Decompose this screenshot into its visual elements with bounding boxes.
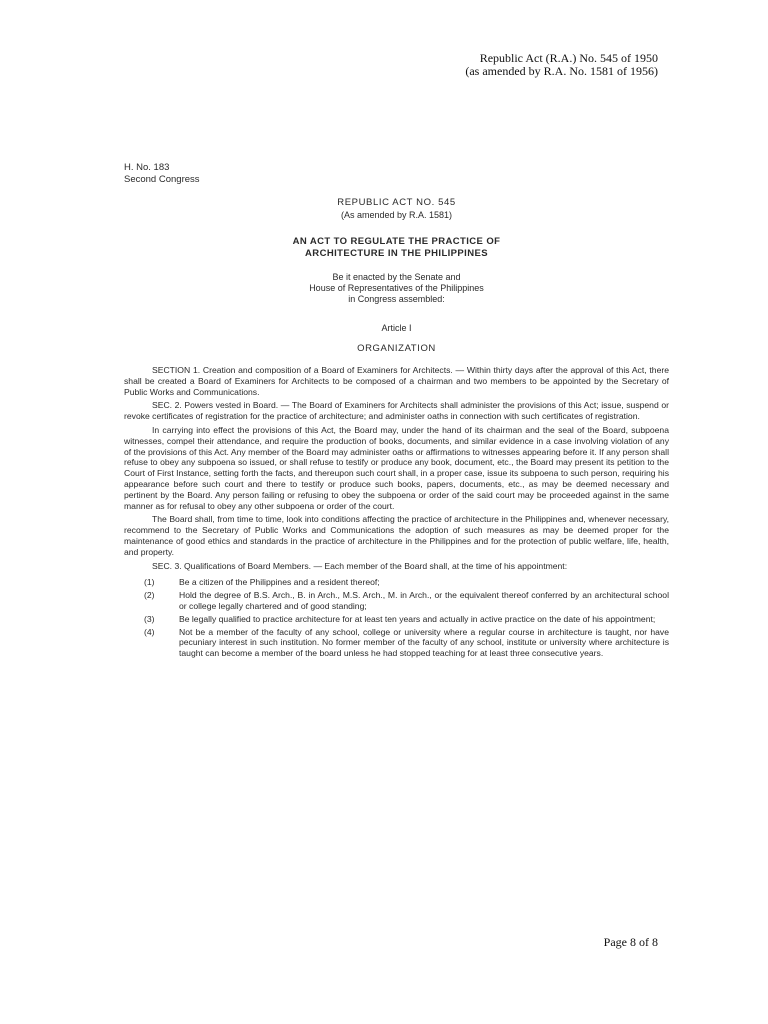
header-reference: [465, 52, 658, 78]
list-item-text: Be a citizen of the Philippines and a resident thereof;: [179, 577, 380, 588]
act-title: [124, 236, 669, 260]
act-title-line-1: AN ACT TO REGULATE THE PRACTICE OF: [292, 236, 501, 247]
article-heading: ORGANIZATION: [357, 343, 436, 354]
enacted-line-3: in Congress assembled:: [348, 294, 445, 304]
bill-number: H. No. 183: [124, 162, 170, 173]
page-number: Page 8 of 8: [603, 935, 658, 949]
ra-title: REPUBLIC ACT NO. 545: [337, 197, 456, 208]
section-3: SEC. 3. Qualifications of Board Members. — Each member of the Board shall, at the time of his appointment:: [152, 560, 568, 571]
section-2-paragraph-3: The Board shall, from time to time, look into conditions affecting the practice of architecture in the Philippines and, whenever necessary, recommend to the Secretary of Public Works and Communications the adoption of such measures as may be deemed proper for the maintenance of good ethics and standards in the practice of architecture in the Philippines and for the protection of public welfare, life, health, and property.: [124, 514, 669, 557]
enacted-line-1: Be it enacted by the Senate and: [332, 272, 461, 282]
list-item-number: (3): [144, 613, 155, 624]
list-item-text: Be legally qualified to practice architecture for at least ten years and actually in active practice on the date of his appointment;: [179, 613, 656, 624]
document-body: [124, 365, 669, 661]
list-item-number: (4): [144, 626, 155, 637]
bill-info: [124, 162, 200, 186]
enacted-line-2: House of Representatives of the Philippines: [309, 283, 484, 293]
list-item-text: Hold the degree of B.S. Arch., B. in Arch., M.S. Arch., M. in Arch., or the equivalent thereof conferred by an architectural school or college legally chartered and of good standing;: [179, 590, 669, 611]
list-item: [124, 590, 669, 612]
article-label: Article I: [381, 323, 412, 333]
act-title-line-2: ARCHITECTURE IN THE PHILIPPINES: [305, 248, 488, 259]
section-2: SEC. 2. Powers vested in Board. — The Board of Examiners for Architects shall administer the provisions of this Act; issue, suspend or revoke certificates of registration for the practice of architecture; and administer oaths in connection with such certificates of registration.: [124, 400, 669, 422]
enacting-clause: [124, 272, 669, 305]
list-item: [124, 614, 669, 625]
header-line-1: Republic Act (R.A.) No. 545 of 1950: [479, 51, 658, 65]
list-item: [124, 627, 669, 659]
list-item: [124, 577, 669, 588]
qualifications-list: [124, 577, 669, 659]
ra-amended: (As amended by R.A. 1581): [340, 210, 453, 220]
scanned-document: [124, 160, 669, 840]
header-line-2: (as amended by R.A. No. 1581 of 1956): [465, 64, 658, 78]
section-1: SECTION 1. Creation and composition of a Board of Examiners for Architects. — Within thirty days after the approval of this Act, there shall be created a Board of Examiners for Architects to be composed of a chairman and two members to be appointed by the Secretary of Public Works and Communications.: [124, 365, 669, 397]
list-item-number: (2): [144, 590, 155, 601]
section-2-paragraph-2: In carrying into effect the provisions of this Act, the Board may, under the hand of its chairman and the seal of the Board, subpoena witnesses, compel their attendance, and require the production of books, documents, and similar evidence in a case involving violation of any of the provisions of this Act. Any member of the Board may administer oaths or affirmations to witnesses appearing before it. If any person shall refuse to obey any subpoena so issued, or shall refuse to testify or produce any book, document, etc., the Board may present its petition to the Court of First Instance, setting forth the facts, and thereupon such court shall, in a proper case, issue its subpoena to such person, requiring his appearance before such court and there to testify or produce such books, papers, documents, etc., as may be deemed necessary and pertinent by the Board. Any person failing or refusing to obey the subpoena or order of the said court may be proceeded against in the same manner as for refusal to obey any other subpoena or order of the court.: [124, 424, 669, 511]
list-item-number: (1): [144, 577, 155, 588]
list-item-text: Not be a member of the faculty of any school, college or university where a regular course in architecture is taught, nor have pecuniary interest in such institution. No former member of the faculty of any school, institute or university where architecture is taught can become a member of the board unless he had stopped teaching for at least three consecutive years.: [179, 626, 669, 659]
congress-label: Second Congress: [124, 174, 200, 185]
